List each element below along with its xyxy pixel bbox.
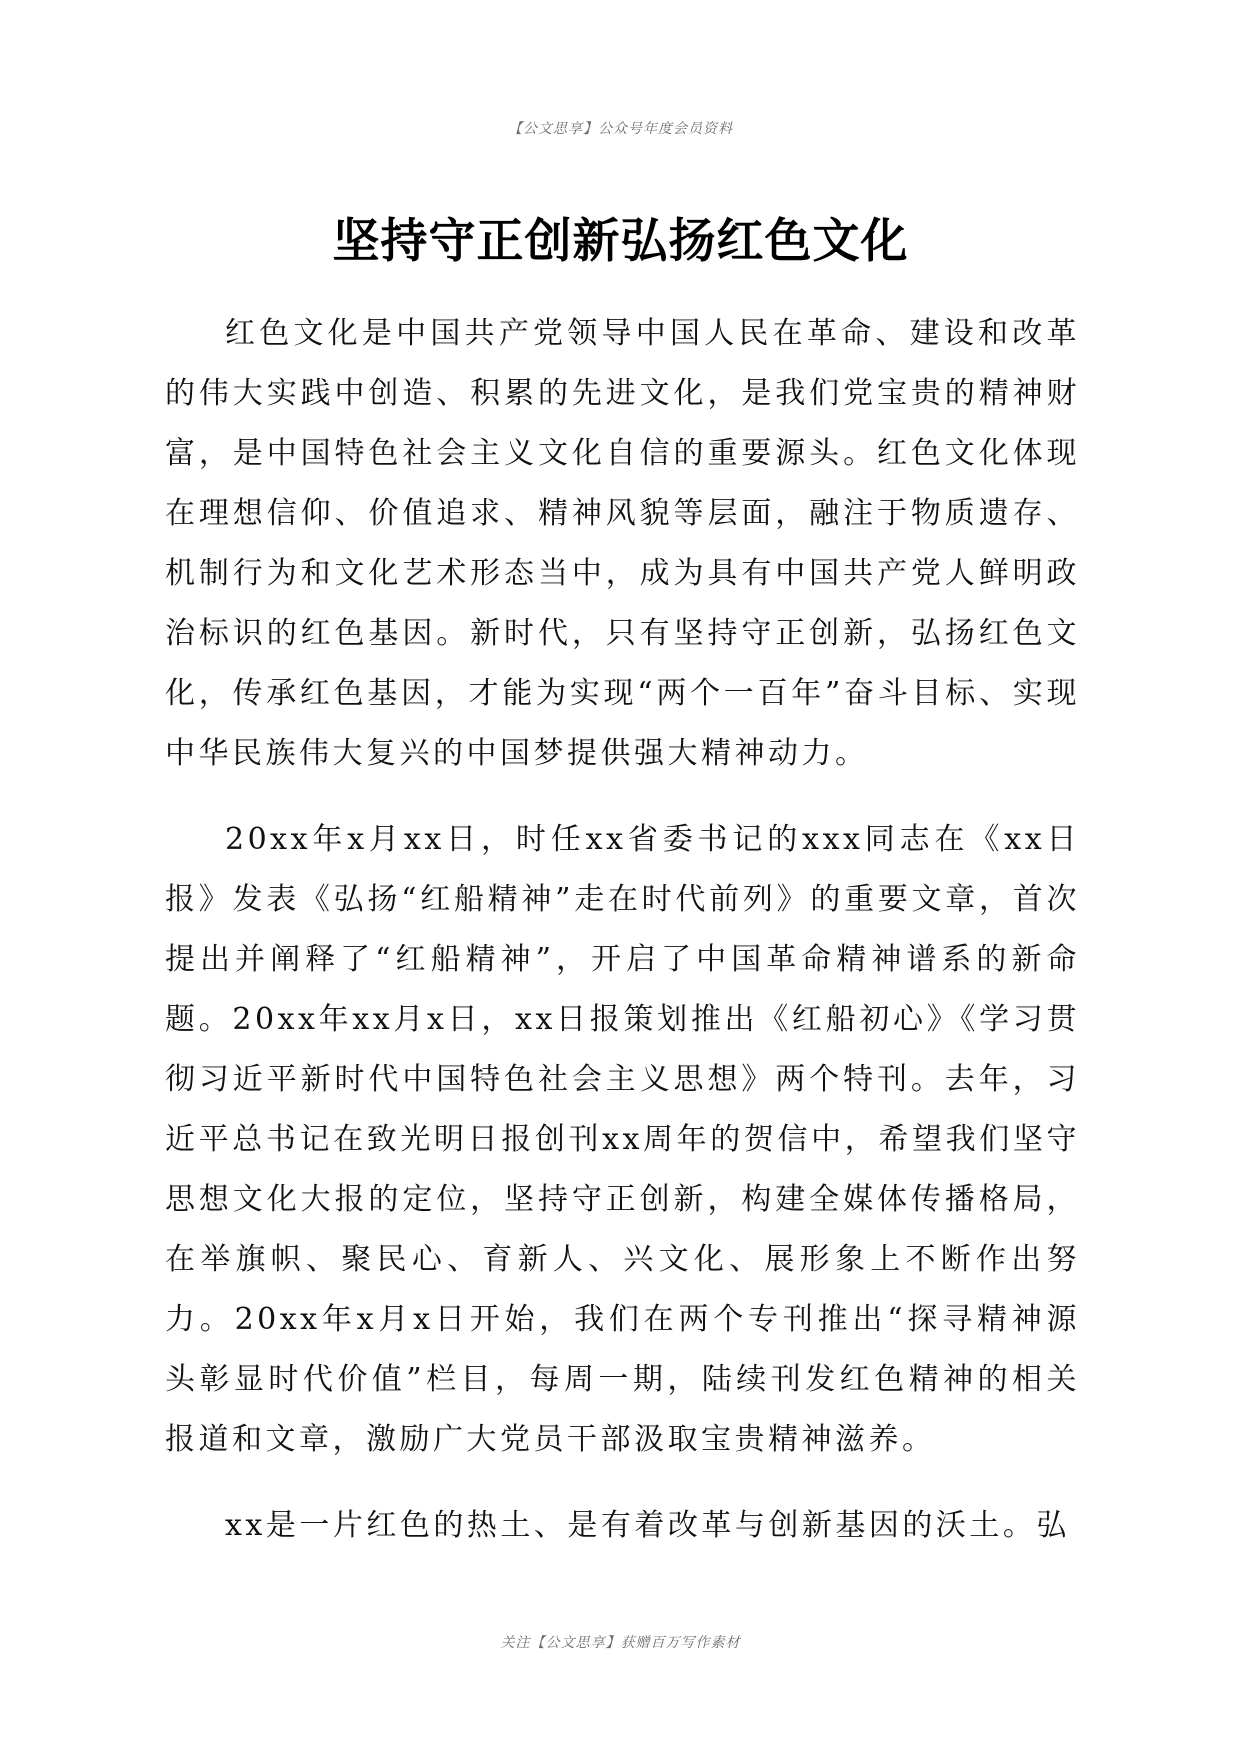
page-footer: 关注【公文思享】获赠百万写作素材 xyxy=(500,1635,741,1651)
document-body xyxy=(165,304,1080,1582)
paragraph: 红色文化是中国共产党领导中国人民在革命、建设和改革的伟大实践中创造、积累的先进文化，是我们党宝贵的精神财富，是中国特色社会主义文化自信的重要源头。红色文化体现在理想信仰、价值追求、精神风貌等层面，融注于物质遗存、机制行为和文化艺术形态当中，成为具有中国共产党人鲜明政治标识的红色基因。新时代，只有坚持守正创新，弘扬红色文化，传承红色基因，才能为实现“两个一百年”奋斗目标、实现中华民族伟大复兴的中国梦提供强大精神动力。 xyxy=(165,316,1080,771)
page-header: 【公文思享】公众号年度会员资料 xyxy=(508,121,733,137)
paragraph: xx是一片红色的热土、是有着改革与创新基因的沃土。弘 xyxy=(225,1508,1070,1543)
paragraph: 20xx年x月xx日，时任xx省委书记的xxx同志在《xx日报》发表《弘扬“红船精神”走在时代前列》的重要文章，首次提出并阐释了“红船精神”，开启了中国革命精神谱系的新命题。20xx年xx月x日，xx日报策划推出《红船初心》《学习贯彻习近平新时代中国特色社会主义思想》两个特刊。去年，习近平总书记在致光明日报创刊xx周年的贺信中，希望我们坚守思想文化大报的定位，坚持守正创新，构建全媒体传播格局，在举旗帜、聚民心、育新人、兴文化、展形象上不断作出努力。20xx年x月x日开始，我们在两个专刊推出“探寻精神源头彰显时代价值”栏目，每周一期，陆续刊发红色精神的相关报道和文章，激励广大党员干部汲取宝贵精神滋养。 xyxy=(165,822,1080,1457)
document-title: 坚持守正创新弘扬红色文化 xyxy=(332,214,909,269)
